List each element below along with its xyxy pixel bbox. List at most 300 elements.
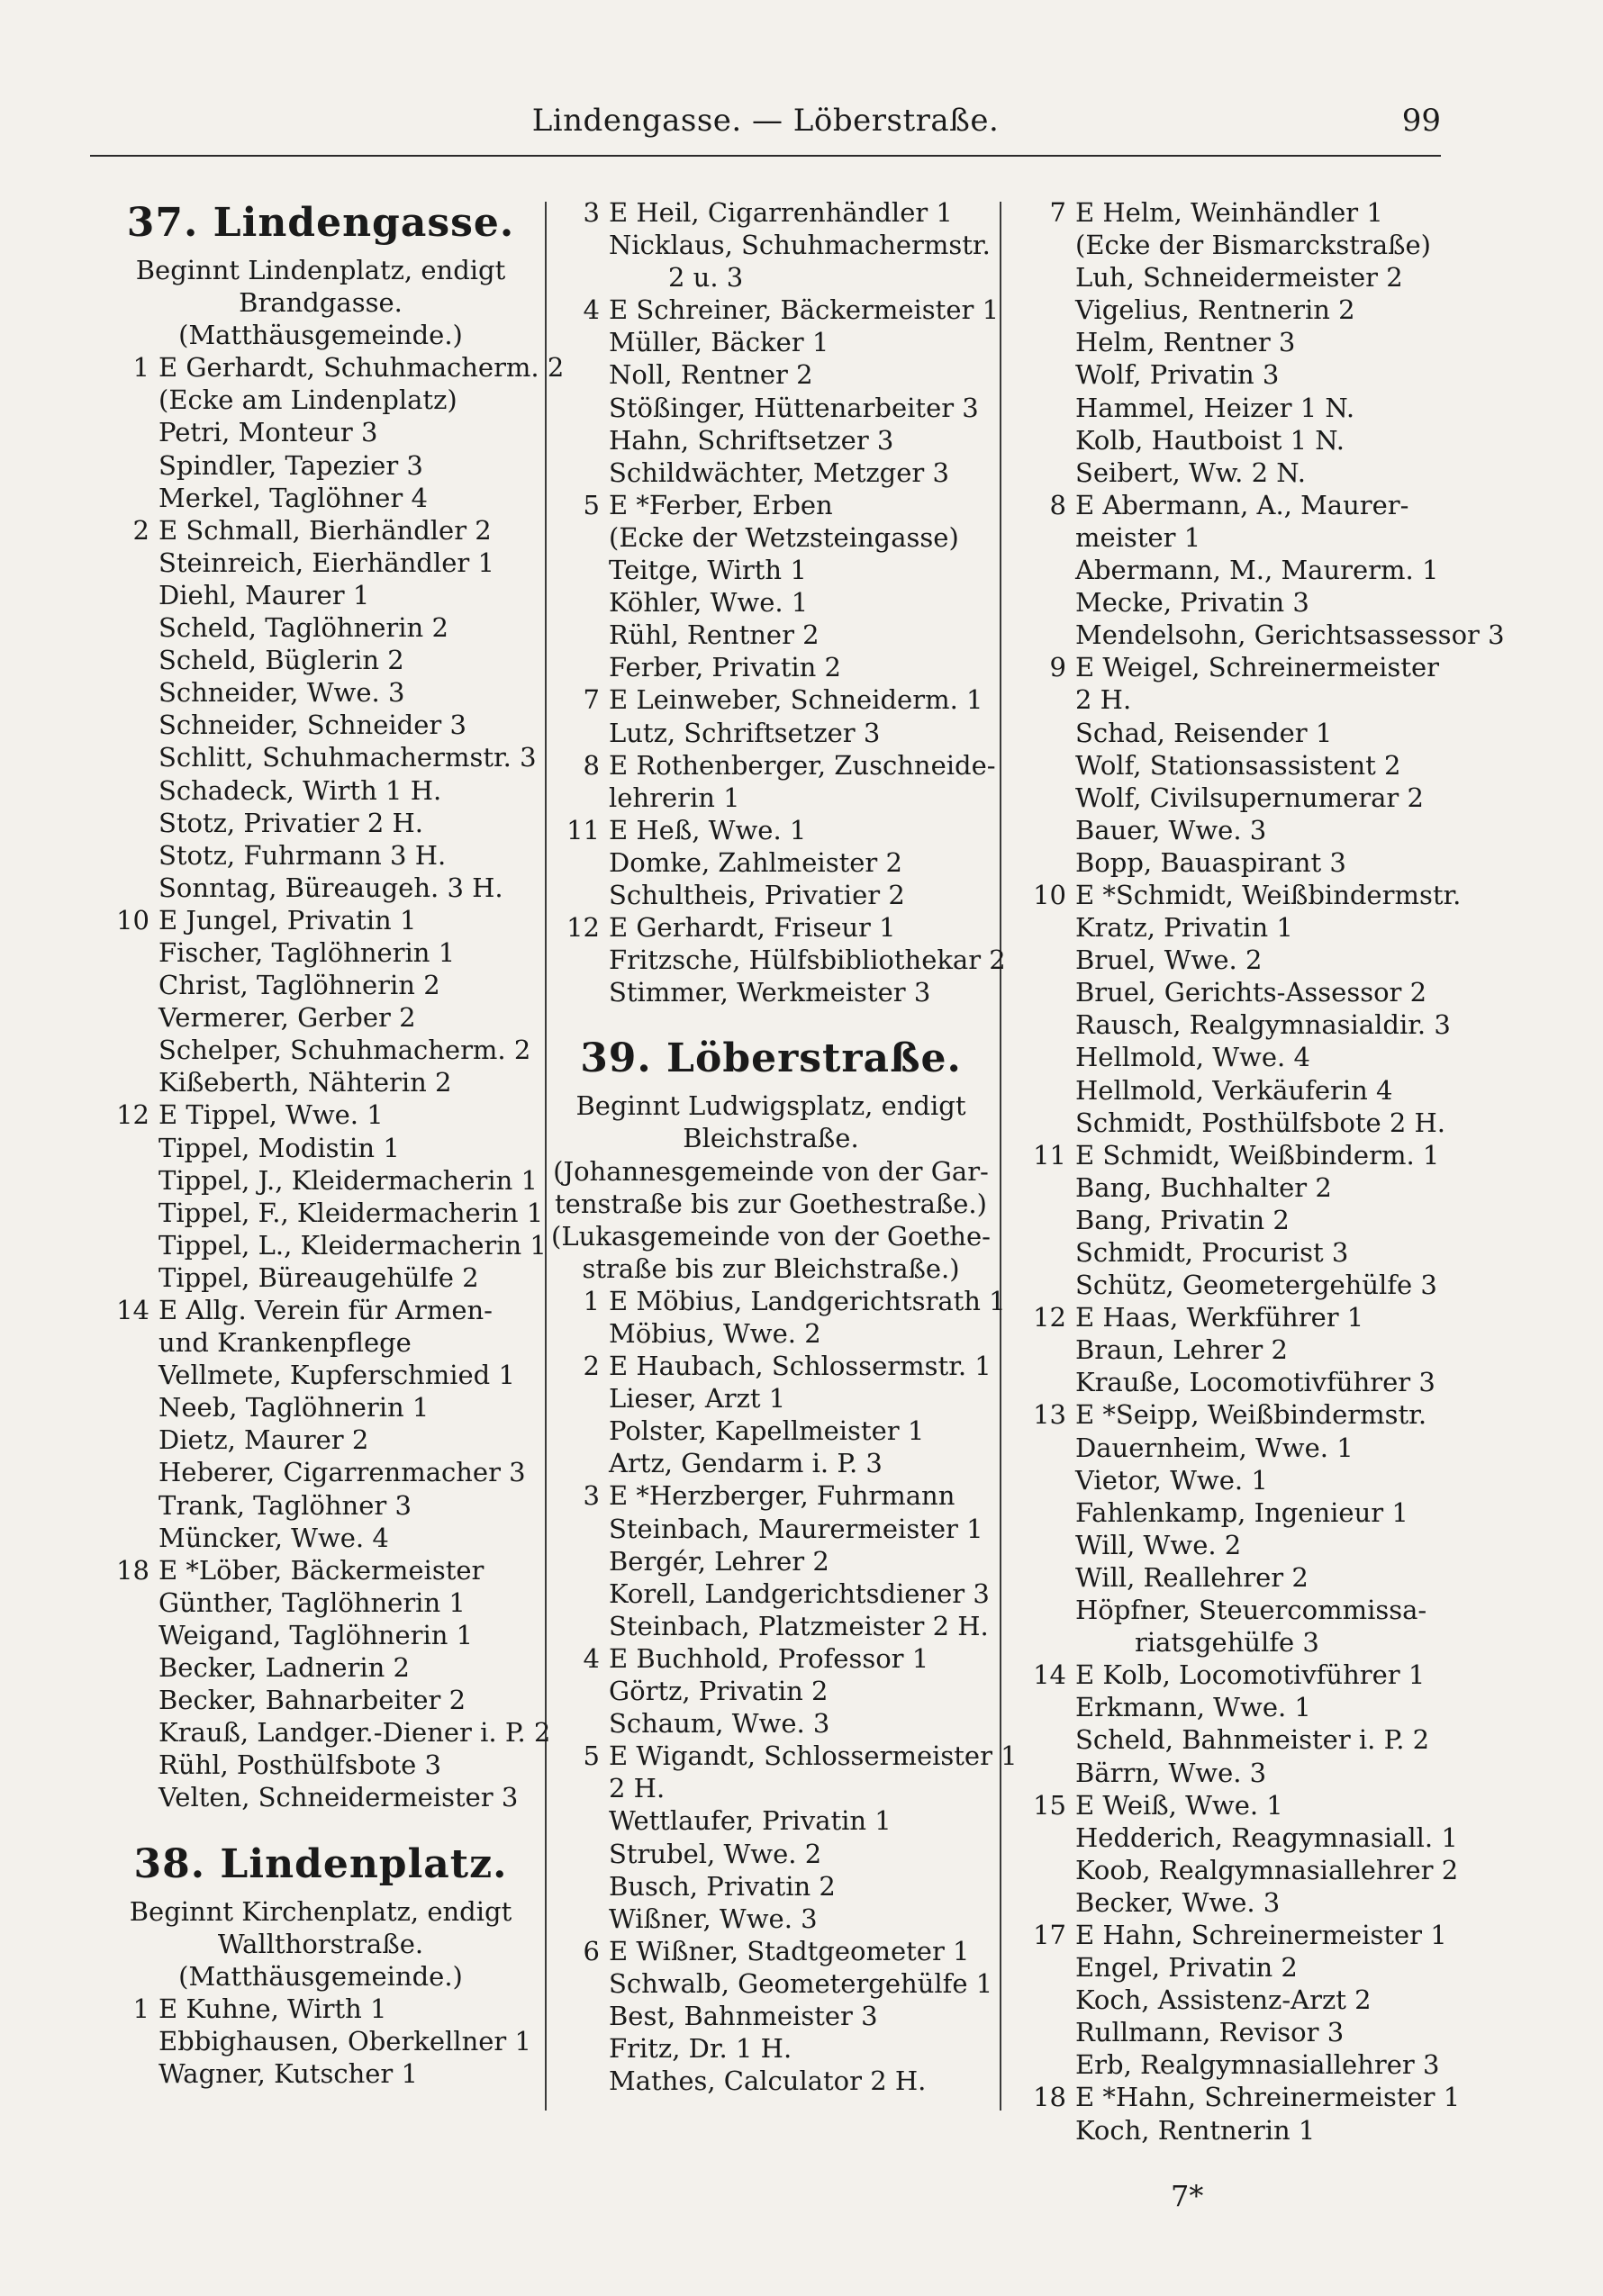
resident-line [551, 1838, 991, 1870]
resident-line [101, 1197, 544, 1229]
resident-line [551, 846, 991, 879]
resident-line [551, 1317, 991, 1350]
resident-text: Tippel, Modistin 1 [158, 1132, 400, 1163]
resident-text: Rullmann, Revisor 3 [1075, 2017, 1345, 2048]
resident-text: E Buchhold, Professor 1 [609, 1642, 929, 1674]
resident-text: Tippel, J., Kleidermacherin 1 [158, 1164, 538, 1196]
resident-line [101, 1522, 540, 1554]
resident-line [1018, 358, 1457, 391]
house-number: 11 [566, 814, 600, 845]
resident-text: lehrerin 1 [609, 782, 740, 813]
house-entry [551, 1935, 991, 1967]
resident-text: Scheld, Bahnmeister i. P. 2 [1075, 1724, 1430, 1756]
resident-line [1018, 1366, 1457, 1398]
resident-line [101, 579, 540, 611]
resident-line [551, 944, 1006, 976]
resident-text: Hellmold, Wwe. 4 [1075, 1042, 1310, 1073]
resident-text: Abermann, M., Maurerm. 1 [1075, 555, 1439, 586]
resident-line [1018, 1854, 1457, 1886]
resident-text: Wolf, Privatin 3 [1075, 359, 1280, 391]
resident-text: Bauer, Wwe. 3 [1075, 814, 1267, 845]
resident-line [1018, 1821, 1457, 1854]
resident-text: Stimmer, Werkmeister 3 [609, 977, 931, 1008]
house-number: 13 [1033, 1399, 1066, 1431]
resident-line [551, 1675, 991, 1707]
house-entry [1018, 2081, 1461, 2113]
resident-line [551, 1577, 991, 1610]
house-entry [1018, 651, 1457, 683]
resident-line [551, 424, 991, 456]
resident-text: Best, Bahnmeister 3 [609, 2000, 878, 2031]
resident-line [551, 261, 991, 294]
resident-text: E Weigel, Schreinermeister [1075, 652, 1439, 683]
resident-text: Schlitt, Schuhmachermstr. 3 [158, 742, 537, 773]
house-number: 14 [116, 1295, 149, 1325]
resident-line [101, 1132, 540, 1164]
resident-text: Dauernheim, Wwe. 1 [1075, 1432, 1354, 1463]
resident-text: E *Hahn, Schreinermeister 1 [1075, 2082, 1461, 2113]
resident-text: Ferber, Privatin 2 [609, 652, 841, 683]
resident-text: Mecke, Privatin 3 [1075, 587, 1309, 619]
resident-text: Noll, Rentner 2 [609, 359, 813, 391]
resident-line [1018, 1723, 1457, 1756]
spacer [551, 1008, 991, 1032]
resident-line [551, 1870, 991, 1903]
resident-line [1018, 619, 1505, 651]
resident-line [1018, 2114, 1457, 2147]
resident-text: Becker, Wwe. 3 [1075, 1886, 1281, 1918]
resident-line [551, 392, 991, 424]
resident-text: Vietor, Wwe. 1 [1075, 1464, 1268, 1496]
house-entry [551, 196, 991, 229]
house-number: 12 [1033, 1302, 1066, 1333]
house-number: 7 [583, 684, 600, 716]
street-description: (Johannesgemeinde von der Gar- [553, 1155, 989, 1187]
resident-line [551, 1967, 991, 2000]
resident-line [551, 586, 991, 619]
resident-line [1018, 846, 1457, 879]
resident-line [1018, 911, 1457, 944]
resident-text: Nicklaus, Schuhmachermstr. [609, 230, 991, 261]
resident-text: E Heil, Cigarrenhändler 1 [609, 197, 953, 228]
resident-text: Erb, Realgymnasiallehrer 3 [1075, 2049, 1440, 2081]
resident-line [551, 1804, 991, 1837]
resident-text: Schaum, Wwe. 3 [609, 1708, 830, 1740]
resident-text: Tippel, L., Kleidermacherin 1 [158, 1229, 547, 1261]
house-entry [551, 1740, 1018, 1772]
resident-line [101, 2025, 540, 2057]
resident-line [1018, 456, 1457, 489]
resident-text: Schadeck, Wirth 1 H. [158, 774, 442, 806]
resident-text: Domke, Zahlmeister 2 [609, 846, 902, 878]
resident-text: E Schmall, Bierhändler 2 [158, 514, 492, 546]
resident-text: Braun, Lehrer 2 [1075, 1334, 1288, 1366]
resident-text: Polster, Kapellmeister 1 [609, 1415, 925, 1447]
resident-line [101, 611, 540, 644]
resident-line [1018, 1107, 1457, 1139]
resident-line [101, 1586, 540, 1619]
resident-text: 2 u. 3 [668, 262, 744, 294]
house-entry [551, 814, 991, 846]
house-entry [1018, 879, 1462, 911]
house-number: 7 [1049, 197, 1066, 228]
resident-text: Schmidt, Procurist 3 [1075, 1237, 1349, 1268]
resident-line [551, 1707, 991, 1740]
resident-text: Bärrn, Wwe. 3 [1075, 1757, 1267, 1788]
resident-line [101, 676, 540, 709]
resident-text: E Weiß, Wwe. 1 [1075, 1789, 1283, 1821]
resident-text: Stößinger, Hüttenarbeiter 3 [609, 392, 979, 423]
resident-text: Diehl, Maurer 1 [158, 579, 370, 610]
house-number: 8 [1049, 489, 1066, 520]
resident-line [1018, 1333, 1457, 1366]
resident-line [101, 1359, 540, 1391]
resident-line [1018, 1757, 1457, 1789]
resident-text: (Ecke der Wetzsteingasse) [609, 521, 959, 553]
house-entry [101, 1554, 540, 1586]
resident-line [1018, 814, 1457, 846]
resident-line [1018, 944, 1457, 976]
resident-line [1018, 1529, 1457, 1561]
house-number: 18 [116, 1554, 149, 1586]
resident-line [551, 554, 991, 586]
resident-text: E Hahn, Schreinermeister 1 [1075, 1919, 1447, 1950]
resident-text: Günther, Taglöhnerin 1 [158, 1586, 466, 1618]
resident-line [1018, 1984, 1457, 2016]
resident-line [101, 1164, 540, 1197]
resident-line [101, 384, 540, 416]
resident-line [1018, 1432, 1457, 1464]
house-number: 5 [583, 489, 600, 520]
resident-text: Schildwächter, Metzger 3 [609, 456, 949, 488]
resident-text: Fahlenkamp, Ingenieur 1 [1075, 1496, 1408, 1528]
resident-text: E *Schmidt, Weißbindermstr. [1075, 879, 1462, 910]
resident-line [551, 619, 991, 651]
resident-line [101, 1716, 551, 1749]
resident-text: Koob, Realgymnasiallehrer 2 [1075, 1854, 1459, 1885]
resident-line [1018, 782, 1457, 814]
resident-line [551, 717, 991, 749]
house-entry [1018, 489, 1457, 521]
resident-text: E Gerhardt, Friseur 1 [609, 912, 896, 944]
resident-text: Bopp, Bauaspirant 3 [1075, 846, 1346, 878]
house-number: 3 [583, 1480, 600, 1512]
resident-text: E Wißner, Stadtgeometer 1 [609, 1935, 970, 1966]
resident-text: Müncker, Wwe. 4 [158, 1522, 389, 1553]
column-divider [1000, 202, 1001, 2111]
resident-line [101, 969, 540, 1001]
resident-text: E Möbius, Landgerichtsrath 1 [609, 1285, 1006, 1316]
resident-text: Steinreich, Eierhändler 1 [158, 547, 494, 578]
resident-text: Bergér, Lehrer 2 [609, 1545, 829, 1577]
resident-line [101, 1034, 540, 1066]
resident-line [1018, 521, 1457, 554]
resident-text: Scheld, Taglöhnerin 2 [158, 612, 448, 644]
house-entry [551, 489, 991, 521]
house-number: 17 [1033, 1919, 1066, 1950]
resident-text: Vigelius, Rentnerin 2 [1075, 294, 1355, 326]
resident-text: Bruel, Wwe. 2 [1075, 945, 1263, 976]
resident-text: Sonntag, Büreaugeh. 3 H. [158, 872, 503, 903]
resident-text: Fritz, Dr. 1 H. [609, 2033, 792, 2065]
resident-line [1018, 1269, 1457, 1301]
resident-text: E Heß, Wwe. 1 [609, 814, 807, 845]
resident-line [551, 1513, 991, 1545]
resident-text: Trank, Taglöhner 3 [158, 1489, 412, 1521]
resident-line [101, 709, 540, 741]
resident-text: (Ecke der Bismarckstraße) [1075, 230, 1431, 261]
page-number: 99 [1401, 103, 1441, 139]
resident-line [551, 229, 991, 261]
resident-line [101, 1781, 540, 1813]
street-description: Beginnt Lindenplatz, endigt [135, 255, 506, 285]
resident-text: Krauß, Landger.-Diener i. P. 2 [158, 1717, 551, 1749]
street-heading: 37. Lindengasse. [126, 200, 515, 246]
resident-text: Seibert, Ww. 2 N. [1075, 456, 1307, 488]
resident-text: Schmidt, Posthülfsbote 2 H. [1075, 1107, 1446, 1138]
resident-text: Becker, Ladnerin 2 [158, 1652, 410, 1684]
resident-line [551, 1610, 991, 1642]
street-description: (Matthäusgemeinde.) [178, 320, 463, 351]
resident-text: E Gerhardt, Schuhmacherm. 2 [158, 352, 565, 384]
resident-text: Petri, Monteur 3 [158, 417, 378, 448]
resident-text: Spindler, Tapezier 3 [158, 449, 423, 481]
house-entry [551, 683, 991, 716]
resident-line [101, 1619, 540, 1651]
signature-mark: 7* [1171, 2179, 1204, 2213]
street-description: Wallthorstraße. [217, 1928, 424, 1959]
house-entry [1018, 196, 1457, 229]
header-rule [90, 155, 1441, 157]
street-description: Beginnt Kirchenplatz, endigt [129, 1895, 512, 1927]
resident-line [101, 741, 540, 773]
house-number: 12 [566, 912, 600, 944]
resident-line [101, 1456, 540, 1488]
resident-line [551, 456, 991, 489]
resident-line [1018, 2048, 1457, 2081]
resident-text: Engel, Privatin 2 [1075, 1952, 1298, 1984]
resident-line [1018, 294, 1457, 326]
resident-text: Möbius, Wwe. 2 [609, 1318, 821, 1349]
resident-line [101, 1391, 540, 1424]
resident-text: riatsgehülfe 3 [1135, 1627, 1319, 1659]
column-divider [545, 202, 547, 2111]
resident-text: E Kolb, Locomotivführer 1 [1075, 1659, 1426, 1691]
house-number: 1 [583, 1285, 600, 1316]
resident-line [1018, 2016, 1457, 2048]
house-entry [101, 351, 565, 384]
resident-line [101, 1229, 547, 1261]
resident-line [551, 651, 991, 683]
resident-text: Schwalb, Geometergehülfe 1 [609, 1967, 993, 1999]
resident-line [551, 2000, 991, 2032]
resident-text: E Rothenberger, Zuschneide- [609, 749, 996, 781]
house-number: 12 [116, 1099, 149, 1131]
resident-text: E Jungel, Privatin 1 [158, 904, 417, 936]
resident-text: Schad, Reisender 1 [1075, 717, 1333, 748]
resident-text: Schneider, Schneider 3 [158, 710, 466, 741]
resident-line [1018, 326, 1457, 358]
resident-line [101, 644, 540, 676]
house-number: 4 [583, 1642, 600, 1674]
resident-text: E Schreiner, Bäckermeister 1 [609, 294, 1000, 326]
resident-line [101, 482, 540, 514]
house-entry [551, 1350, 991, 1382]
house-entry [551, 911, 991, 944]
resident-text: meister 1 [1075, 521, 1201, 553]
resident-text: E *Herzberger, Fuhrmann [609, 1480, 955, 1512]
house-entry [101, 514, 540, 547]
street-heading: 38. Lindenplatz. [133, 1840, 508, 1887]
column-2 [551, 196, 1018, 2141]
resident-text: Fischer, Taglöhnerin 1 [158, 936, 456, 968]
resident-line [101, 774, 540, 807]
house-entry [1018, 1789, 1457, 1821]
resident-line [1018, 1496, 1457, 1529]
resident-text: E Haas, Werkführer 1 [1075, 1302, 1364, 1333]
house-entry [551, 294, 1000, 326]
resident-line [101, 872, 540, 904]
resident-text: Heberer, Cigarrenmacher 3 [158, 1457, 526, 1488]
resident-line [1018, 1041, 1457, 1073]
resident-text: E *Ferber, Erben [609, 489, 833, 520]
resident-line [551, 1382, 991, 1415]
resident-line [101, 1684, 540, 1716]
house-number: 1 [132, 1993, 149, 2024]
resident-text: Schütz, Geometergehülfe 3 [1075, 1270, 1437, 1301]
resident-line [551, 358, 991, 391]
resident-text: Rausch, Realgymnasialdir. 3 [1075, 1009, 1451, 1041]
house-number: 2 [132, 514, 149, 546]
house-number: 10 [116, 904, 149, 936]
resident-line [1018, 1561, 1457, 1594]
resident-text: Velten, Schneidermeister 3 [158, 1782, 519, 1813]
house-number: 8 [583, 749, 600, 781]
house-entry [551, 1285, 1006, 1317]
resident-line [551, 2065, 991, 2097]
resident-text: Kratz, Privatin 1 [1075, 912, 1293, 944]
resident-line [551, 879, 991, 911]
resident-text: Rühl, Rentner 2 [609, 619, 820, 651]
resident-line [1018, 392, 1457, 424]
resident-line [551, 1415, 991, 1447]
resident-text: Tippel, F., Kleidermacherin 1 [158, 1197, 544, 1228]
resident-text: E Schmidt, Weißbinderm. 1 [1075, 1139, 1440, 1171]
resident-text: Kißeberth, Nähterin 2 [158, 1067, 452, 1098]
resident-text: Wolf, Stationsassistent 2 [1075, 749, 1401, 781]
resident-line [551, 521, 991, 554]
resident-text: E Helm, Weinhändler 1 [1075, 197, 1383, 228]
resident-text: Vellmete, Kupferschmied 1 [158, 1360, 515, 1391]
resident-text: Steinbach, Platzmeister 2 H. [609, 1610, 989, 1641]
resident-text: Hammel, Heizer 1 N. [1075, 392, 1355, 423]
house-entry [101, 1294, 540, 1326]
column-3 [1018, 196, 1505, 2146]
resident-text: Mathes, Calculator 2 H. [609, 2065, 927, 2097]
street-description: (Lukasgemeinde von der Goethe- [551, 1220, 991, 1252]
resident-text: Wolf, Civilsupernumerar 2 [1075, 782, 1424, 813]
house-number: 10 [1033, 879, 1066, 910]
resident-text: Fritzsche, Hülfsbibliothekar 2 [609, 945, 1006, 976]
resident-line [101, 1651, 540, 1684]
resident-text: Hahn, Schriftsetzer 3 [609, 424, 894, 456]
resident-text: Ebbighausen, Oberkellner 1 [158, 2025, 531, 2056]
house-entry [1018, 1659, 1457, 1691]
house-number: 2 [583, 1351, 600, 1382]
house-number: 15 [1033, 1789, 1066, 1821]
resident-line [551, 782, 991, 814]
resident-text: Kolb, Hautboist 1 N. [1075, 424, 1345, 456]
resident-line [101, 1489, 540, 1522]
resident-line [1018, 1594, 1457, 1626]
resident-line [551, 326, 991, 358]
resident-line [551, 1545, 991, 1577]
resident-text: Schneider, Wwe. 3 [158, 677, 405, 709]
resident-text: Wagner, Kutscher 1 [158, 2057, 418, 2089]
house-number: 1 [132, 352, 149, 384]
resident-line [1018, 1464, 1457, 1496]
resident-line [1018, 1691, 1457, 1723]
resident-line [101, 416, 540, 448]
resident-text: Schultheis, Privatier 2 [609, 879, 905, 910]
resident-text: Lieser, Arzt 1 [609, 1383, 786, 1415]
resident-line [101, 807, 540, 839]
resident-line [1018, 261, 1457, 294]
street-description: Bleichstraße. [683, 1123, 859, 1154]
resident-line [1018, 229, 1457, 261]
resident-line [1018, 1008, 1457, 1041]
resident-text: 2 H. [1075, 684, 1132, 716]
resident-line [551, 2032, 991, 2065]
resident-text: Neeb, Taglöhnerin 1 [158, 1392, 430, 1424]
street-description: straße bis zur Bleichstraße.) [582, 1252, 960, 1284]
resident-text: Görtz, Privatin 2 [609, 1676, 829, 1707]
resident-text: Will, Wwe. 2 [1075, 1529, 1242, 1560]
house-number: 5 [583, 1740, 600, 1772]
resident-line [1018, 1074, 1457, 1107]
resident-line [101, 1261, 540, 1294]
resident-line [1018, 976, 1457, 1008]
street-description: (Matthäusgemeinde.) [178, 1960, 463, 1992]
resident-text: Koch, Assistenz-Arzt 2 [1075, 1984, 1372, 2016]
resident-line [1018, 586, 1457, 619]
column-1 [101, 196, 565, 2141]
resident-text: Tippel, Büreaugehülfe 2 [158, 1261, 479, 1293]
resident-line [101, 2057, 540, 2090]
resident-text: Korell, Landgerichtsdiener 3 [609, 1577, 990, 1609]
street-description: Brandgasse. [239, 287, 403, 319]
resident-text: Müller, Bäcker 1 [609, 327, 829, 358]
resident-text: Weigand, Taglöhnerin 1 [158, 1619, 474, 1650]
resident-line [1018, 424, 1457, 456]
resident-text: Teitge, Wirth 1 [609, 555, 807, 586]
resident-line [101, 1424, 540, 1456]
resident-text: Artz, Gendarm i. P. 3 [609, 1448, 883, 1479]
resident-text: E Wigandt, Schlossermeister 1 [609, 1740, 1018, 1772]
resident-text: Scheld, Büglerin 2 [158, 645, 404, 676]
resident-line [101, 449, 540, 482]
page-header [90, 97, 1441, 151]
resident-text: Wißner, Wwe. 3 [609, 1903, 818, 1934]
resident-text: E Tippel, Wwe. 1 [158, 1099, 384, 1131]
resident-text: Rühl, Posthülfsbote 3 [158, 1749, 441, 1781]
resident-text: Köhler, Wwe. 1 [609, 587, 809, 619]
resident-text: Vermerer, Gerber 2 [158, 1002, 416, 1034]
house-entry [1018, 1139, 1457, 1171]
resident-line [1018, 1171, 1457, 1204]
resident-line [101, 1326, 540, 1359]
house-number: 6 [583, 1935, 600, 1966]
